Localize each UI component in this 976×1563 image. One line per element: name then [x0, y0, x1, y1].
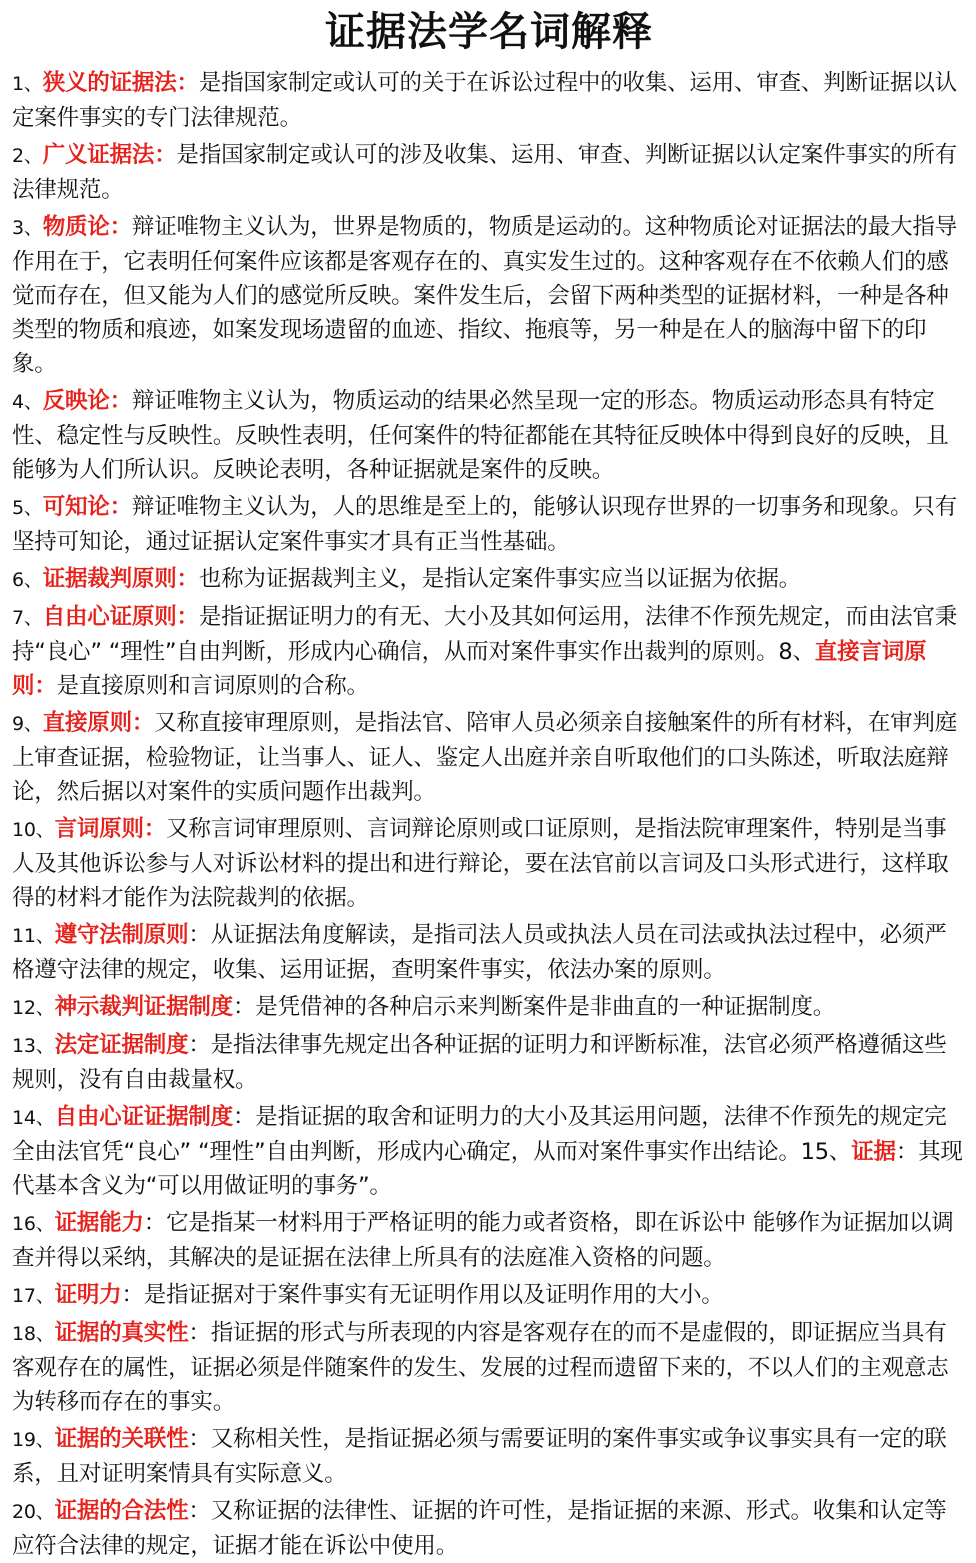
- entry-definition: ：又称证据的法律性、证据的许可性，是指证据的来源、形式。收集和认定等应符合法律的规定，证据才能在诉讼中使用。: [12, 1498, 947, 1559]
- entry-term: 直接言词原则：: [12, 639, 927, 699]
- entry-definition: 又称言词审理原则、言词辩论原则或口证原则，是指法院审理案件，特别是当事人及其他诉讼参与人对诉讼材料的提出和进行辩论，要在法官前以言词及口头形式进行，这样取得的材料才能作为法院裁判的依据。: [12, 816, 949, 911]
- entry-term: 证明力: [54, 1282, 122, 1308]
- entry-number: 18、: [12, 1323, 55, 1345]
- glossary-entry: [12, 706, 966, 809]
- entry-definition: ：又称相关性，是指证据必须与需要证明的案件事实或争议事实具有一定的联系，且对证明案情具有实际意义。: [12, 1426, 947, 1487]
- entry-number: 14、: [12, 1107, 55, 1129]
- entry-term: 证据裁判原则：: [42, 566, 199, 592]
- glossary-entry: [12, 990, 966, 1025]
- entry-number: 6、: [12, 569, 43, 591]
- entry-definition: ：是指证据的取舍和证明力的大小及其运用问题，法律不作预先的规定完全由法官凭“良心” “理性”自由判断，形成内心确定，从而对案件事实作出结论。15、: [12, 1104, 947, 1165]
- entry-number: 13、: [12, 1035, 55, 1057]
- entry-term: 狭义的证据法：: [42, 70, 199, 96]
- entry-number: 12、: [12, 997, 55, 1019]
- glossary-entry: [12, 918, 966, 987]
- glossary-entry: [12, 66, 966, 135]
- entry-term: 证据能力: [54, 1210, 144, 1236]
- entry-term: 自由心证证据制度: [54, 1104, 233, 1130]
- entry-number: 5、: [12, 497, 43, 519]
- entry-number: 4、: [12, 391, 43, 413]
- entry-definition: ：是凭借神的各种启示来判断案件是非曲直的一种证据制度。: [232, 994, 836, 1020]
- entry-number: 2、: [12, 145, 43, 167]
- entry-term: 自由心证原则：: [42, 604, 199, 630]
- glossary-entry: [12, 812, 966, 915]
- entry-definition: ：是指法律事先规定出各种证据的证明力和评断标准，法官必须严格遵循这些规则，没有自由裁量权。: [12, 1032, 947, 1093]
- glossary-entry: [12, 1494, 966, 1563]
- glossary-entry: [12, 210, 966, 381]
- entry-definition: ：它是指某一材料用于严格证明的能力或者资格，即在诉讼中 能够作为证据加以调查并得以采纳，其解决的是证据在法律上所具有的法庭准入资格的问题。: [12, 1210, 954, 1271]
- entry-definition: 是指国家制定或认可的涉及收集、运用、审查、判断证据以认定案件事实的所有法律规范。: [12, 142, 958, 203]
- entry-number: 7、: [12, 607, 43, 629]
- entry-definition: ：是指证据对于案件事实有无证明作用以及证明作用的大小。: [121, 1282, 724, 1308]
- entry-term: 反映论：: [42, 388, 132, 414]
- glossary-entry: [12, 138, 966, 207]
- entry-definition: 又称直接审理原则，是指法官、陪审人员必须亲自接触案件的所有材料，在审判庭上审查证据，检验物证，让当事人、证人、鉴定人出庭并亲自听取他们的口头陈述，听取法庭辩论，然后据以对案件的实质问题作出裁判。: [12, 710, 958, 805]
- entry-number: 16、: [12, 1213, 55, 1235]
- entry-definition: 也称为证据裁判主义，是指认定案件事实应当以证据为依据。: [198, 566, 801, 592]
- glossary-entry: [12, 562, 966, 597]
- glossary-entry: [12, 1206, 966, 1275]
- entry-definition: 是指国家制定或认可的关于在诉讼过程中的收集、运用、审查、判断证据以认定案件事实的专门法律规范。: [12, 70, 958, 131]
- entry-definition: 是指证据证明力的有无、大小及其如何运用，法律不作预先规定，而由法官秉持“良心” “理性”自由判断，形成内心确信，从而对案件事实作出裁判的原则。8、: [12, 604, 958, 665]
- page-title: 证据法学名词解释: [325, 9, 653, 55]
- glossary-entry: [12, 1100, 966, 1203]
- entry-number: 1、: [12, 73, 43, 95]
- glossary-entry: [12, 384, 966, 487]
- entry-term: 证据的关联性: [54, 1426, 189, 1452]
- entry-number: 10、: [12, 819, 55, 841]
- entry-definition: 辩证唯物主义认为，人的思维是至上的，能够认识现存世界的一切事务和现象。只有坚持可知论，通过证据认定案件事实才具有正当性基础。: [12, 494, 958, 555]
- entry-term: 直接原则：: [42, 710, 155, 736]
- entry-number: 3、: [12, 217, 43, 239]
- glossary-entry: [12, 1028, 966, 1097]
- entry-number: 11、: [12, 925, 55, 947]
- entry-number: 17、: [12, 1285, 55, 1307]
- entry-definition: ：指证据的形式与所表现的内容是客观存在的而不是虚假的，即证据应当具有客观存在的属性，证据必须是伴随案件的发生、发展的过程而遗留下来的，不以人们的主观意志为转移而存在的事实。: [12, 1320, 949, 1415]
- entry-definition: 辩证唯物主义认为，物质运动的结果必然呈现一定的形态。物质运动形态具有特定性、稳定性与反映性。反映性表明，任何案件的特征都能在其特征反映体中得到良好的反映，且能够为人们所认识。反映论表明，各种证据就是案件的反映。: [12, 388, 949, 483]
- glossary-entry: [12, 1316, 966, 1419]
- entry-definition: 辩证唯物主义认为，世界是物质的，物质是运动的。这种物质论对证据法的最大指导作用在于，它表明任何案件应该都是客观存在的、真实发生过的。这种客观存在不依赖人们的感觉而存在，但又能为人们的感觉所反映。案件发生后，会留下两种类型的证据材料，一种是各种类型的物质和痕迹，如案发现场遗留的血迹、指纹、拖痕等，另一种是在人的脑海中留下的印象。: [12, 214, 958, 377]
- entry-definition: ：其现代基本含义为“可以用做证明的事务”。: [12, 1139, 963, 1199]
- glossary-list: [12, 66, 966, 1563]
- glossary-entry: [12, 1278, 966, 1313]
- entry-term: 言词原则：: [54, 816, 167, 842]
- entry-term: 证据的合法性: [54, 1498, 189, 1524]
- entry-term: 神示裁判证据制度: [54, 994, 233, 1020]
- entry-number: 19、: [12, 1429, 55, 1451]
- entry-term: 遵守法制原则: [54, 922, 189, 948]
- entry-definition: 是直接原则和言词原则的合称。: [56, 673, 369, 699]
- entry-term: 证据: [851, 1139, 896, 1165]
- glossary-entry: [12, 490, 966, 559]
- glossary-entry: [12, 1422, 966, 1491]
- glossary-entry: [12, 600, 966, 703]
- entry-term: 证据的真实性: [54, 1320, 189, 1346]
- entry-term: 物质论：: [42, 214, 132, 240]
- entry-term: 法定证据制度: [54, 1032, 189, 1058]
- entry-number: 9、: [12, 713, 43, 735]
- entry-number: 20、: [12, 1501, 55, 1523]
- entry-term: 可知论：: [42, 494, 132, 520]
- entry-definition: ：从证据法角度解读，是指司法人员或执法人员在司法或执法过程中，必须严格遵守法律的规定，收集、运用证据，查明案件事实，依法办案的原则。: [12, 922, 947, 983]
- entry-term: 广义证据法：: [42, 142, 177, 168]
